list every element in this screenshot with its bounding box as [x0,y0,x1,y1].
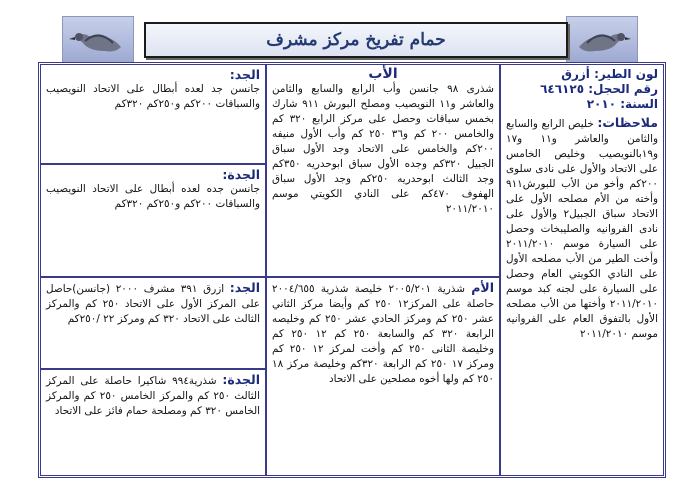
mother-label: الأم [471,280,494,295]
mother-cell [267,276,499,477]
father-text: شذرى ٩٨ جانسن وأب الرابع والسابع والثامن والعاشر و١١ النويصيب ومصلح البورش ٩١١ شارك بخمس سباقات وحصل على مركز الرابع ٣٢٠ كم والخامس ٢٠٠ كم و٣٦ ٢٥٠ كم وأب الأول منيفه ٢٠٠كم والخامس على الاتحاد وجد الأول سباق الجبيل ٣٢٠كم وجده الأول سباق ابوحدريه ٣٥٠كم وجد الثالث ابوحدريه ٢٥٠كم وجد الأول سباق الهفوف ٤٧٠كم على النادي الكويتي موسم ٢٠١١/٢٠١٠ [272,83,495,215]
page-header [4,6,696,61]
maternal-grandmother-text: شذرية٩٩٤ شاكيرا حاصلة على المركز الثالث ٢٥٠ كم والمركز الخامس ٢٥٠ كم والمركز الخامس ٣٢٠ كم ومصلحة حمام فائز على الاتحاد [46,375,260,417]
father-cell [267,65,499,274]
pedigree-table [38,62,666,478]
pigeon-image-right [566,16,638,66]
paternal-grandfather-text: جانسن جد لعده أبطال على الاتحاد النويصيب والسباقات ٢٠٠كم و٢٥٠كم ٣٢٠كم [46,83,260,110]
notes-text: خليص الرابع والسابع والثامن والعاشر و١١ و١٧ و١٩بالنويصيب وخليص الخامس على الاتحاد والأول على نادى سلوى ٢٠٠كم وأخو من الأب للبورش٩١١ وأخته من الأم مصلحه الأول على الاتحاد سباق الجبيل٢ والأول على نادى الفروانيه والصليبخات وحصل على السيارة موسم ٢٠١١/٢٠١٠ وأخت الطير من الأب مصلحه الأول على النادي الكويتي العام وحصل على السيارة على لجنه كبد موسم ٢٠١١/٢٠١٠ وأختها من الأب مصلحه الأول بالتفوق العام على الفروانيه موسم ٢٠١١/٢٠١٠ [506,118,658,340]
maternal-grandmother-label: الجدة: [222,372,260,387]
year-label: السنة: ٢٠١٠ [586,97,658,111]
notes-label: ملاحظات: [597,115,658,130]
maternal-grandfather-label: الجد: [229,280,261,295]
father-label: الأب [368,66,398,82]
parents-column [265,65,499,475]
bird-info-cell [501,65,663,344]
paternal-grandmother-cell [41,163,265,276]
maternal-grandmother-cell [41,368,265,477]
paternal-grandmother-label: الجدة: [222,167,260,182]
bird-info-column [499,65,663,475]
maternal-grandfather-text: ازرق ٣٩١ مشرف ٢٠٠٠ (جانسن)حاصل على المركز الأول على الاتحاد ٢٥٠ كم والمركز الثالث على الاتحاد ٣٢٠ كم ومركز ٢٢ /٢٥٠كم [46,283,260,325]
page-title: حمام تفريخ مركز مشرف [144,22,568,58]
pigeon-image-left [62,16,134,66]
paternal-grandfather-cell [41,65,265,161]
maternal-grandfather-cell [41,276,265,368]
paternal-grandmother-text: جانسن جده لعده أبطال على الاتحاد النويصيب والسباقات ٢٠٠كم و٢٥٠كم ٣٢٠كم [46,183,260,210]
grandparents-column [41,65,265,475]
color-label: لون الطير: أزرق [561,67,658,81]
ring-number: رقم الحجل: ٦٤٦١٢٥ [540,82,658,96]
mother-text: شذرية ٢٠٠٥/٢٠١ خليصة شذرية ٢٠٠٤/٦٥٥ حاصلة على المركز١٢ ٢٥٠ كم وأيضا مركز الثاني عشر ٢٥٠ كم ومركز الحادي عشر ٢٥٠ كم وخليصه الرابعة ٣٢٠ كم والسابعة ٢٥٠ كم ١٢ ٢٥٠ كم وخليصة الثانى ٢٥٠ كم وأخت لمركز ١٢ ٢٥٠ كم ومركز ١٧ ٢٥٠ كم الرابعة ٣٢٠كم وخليصة مركز ١٨ ٢٥٠ كم ولها أخوه مصلحين على الاتحاد [272,283,494,385]
paternal-grandfather-label: الجد: [229,67,260,82]
